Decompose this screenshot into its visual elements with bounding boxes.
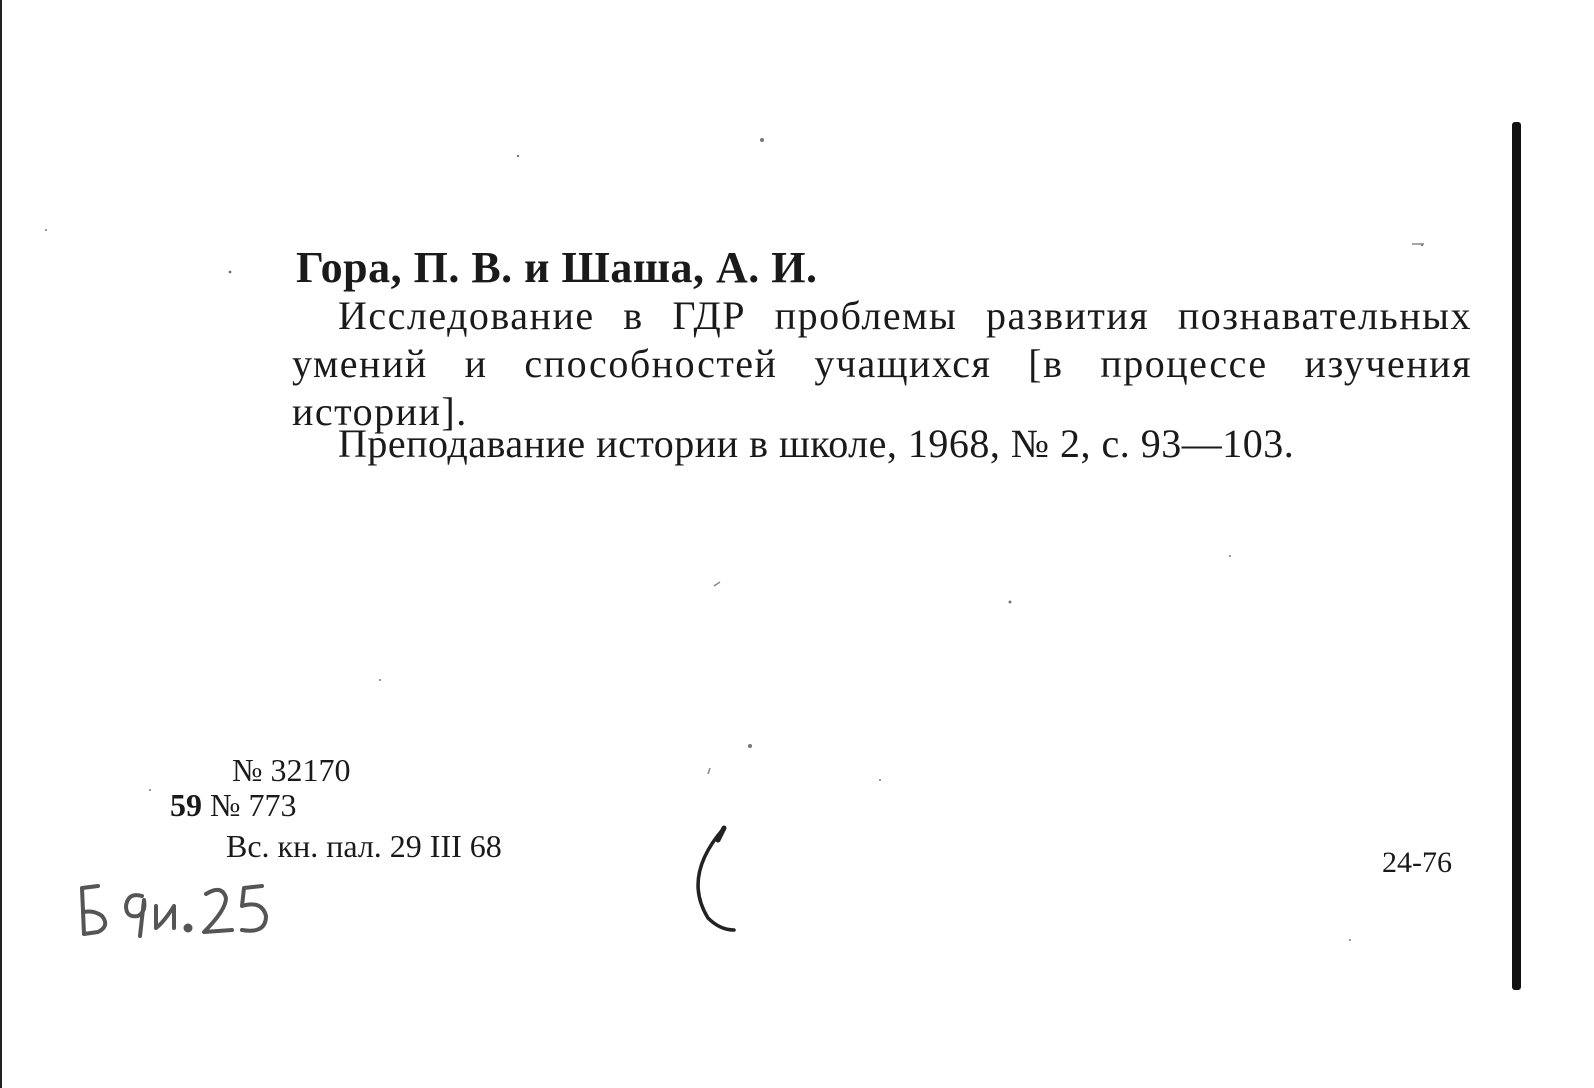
card-left-edge (0, 0, 2, 1088)
pencil-stroke-mark (690, 824, 760, 934)
shelf-number: № 773 (210, 787, 297, 823)
work-title: Исследование в ГДР проблемы развития познавательных умений и способностей учащихся [в процессе изучения истории]. (292, 293, 1472, 434)
shelf-prefix: 59 (170, 787, 202, 823)
shelf-line (170, 787, 297, 824)
handwritten-shelf-mark (76, 876, 316, 946)
chamber-note: Вс. кн. пал. 29 III 68 (226, 828, 502, 864)
card-right-rule (1512, 122, 1521, 990)
author-heading: Гора, П. В. и Шаша, А. И. (296, 243, 818, 292)
registration-number: № 32170 (232, 752, 351, 788)
catalog-code: 24-76 (1382, 846, 1452, 879)
source-citation: Преподавание истории в школе, 1968, № 2, с. 93—103. (338, 421, 1295, 466)
